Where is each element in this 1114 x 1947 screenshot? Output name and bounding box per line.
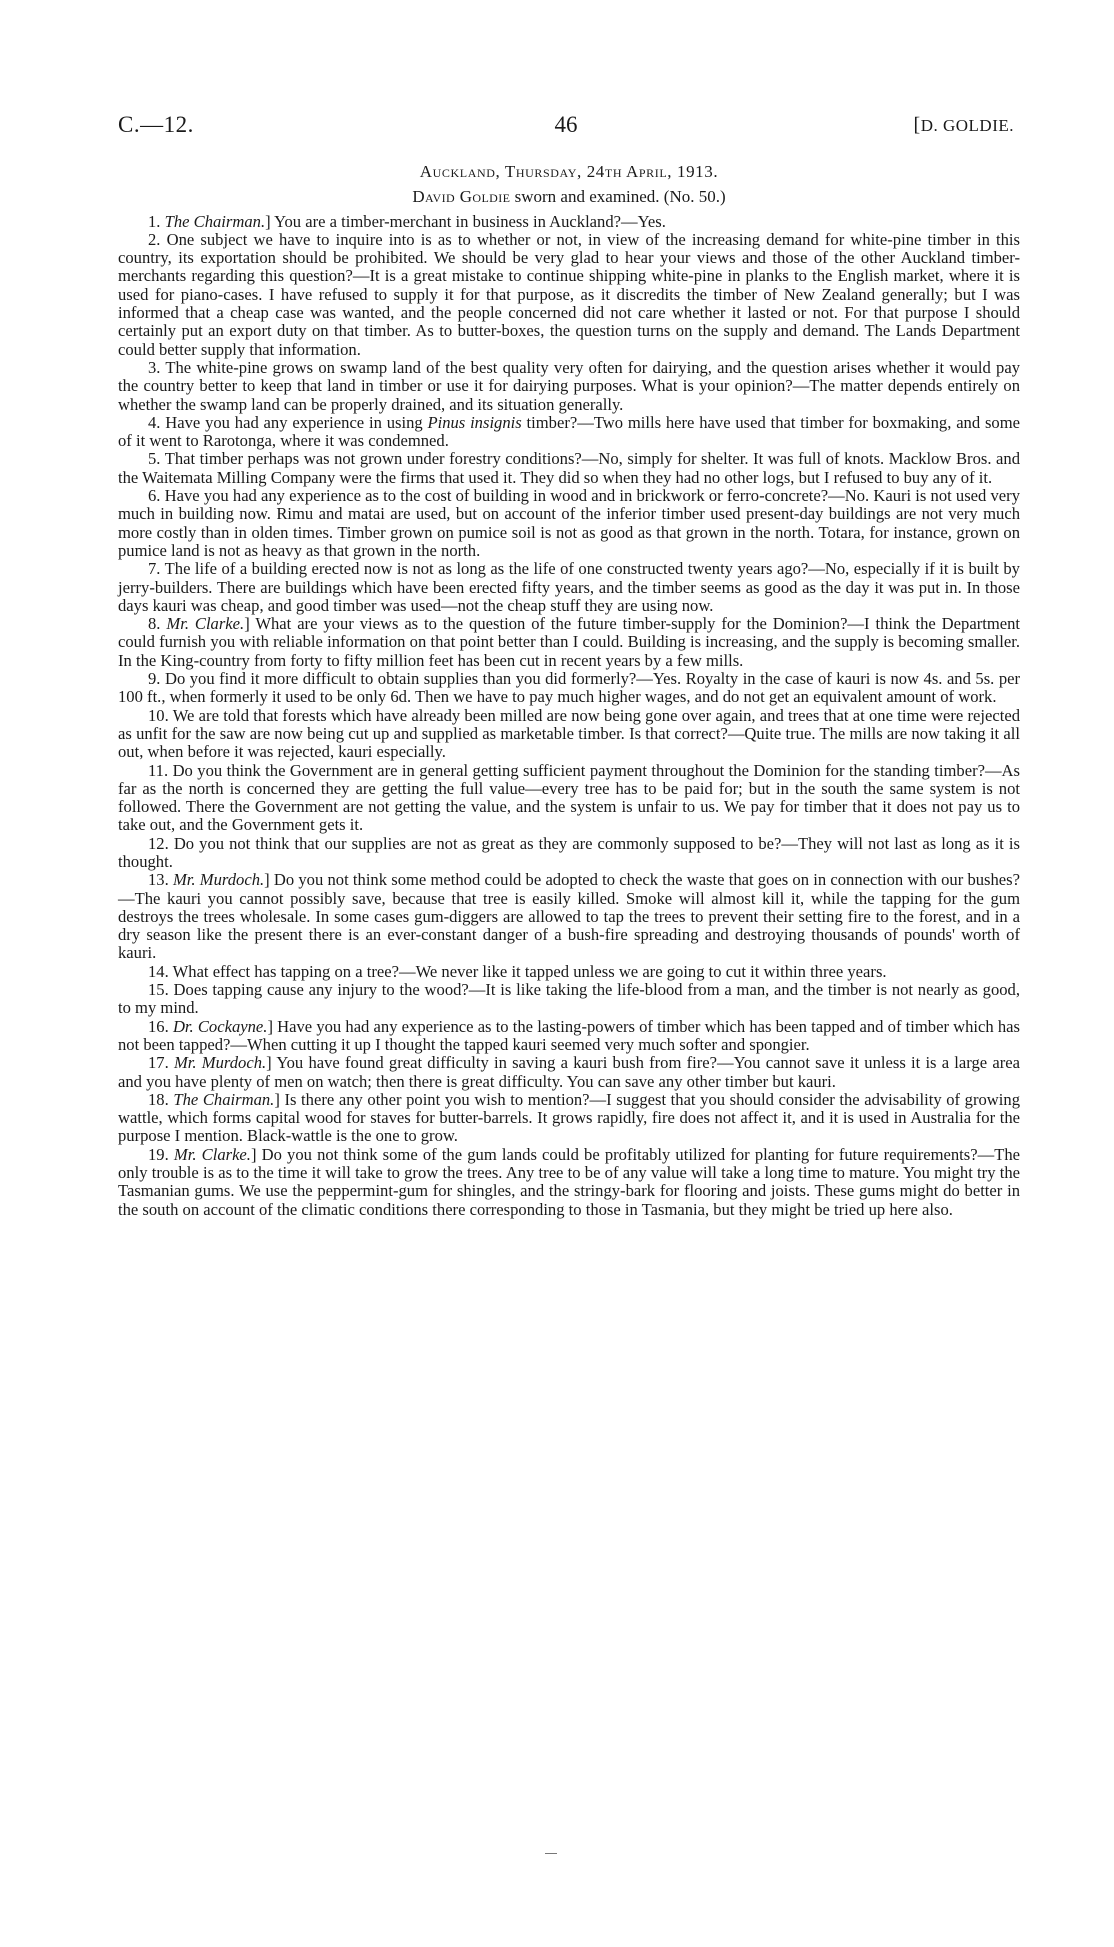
question-number: 13.: [148, 870, 169, 890]
examiner-name: Mr. Murdoch.: [172, 870, 265, 890]
question-number: 4.: [148, 412, 161, 432]
testimony-paragraph: [118, 762, 1020, 835]
species-name: Pinus insignis: [427, 412, 522, 432]
testimony-paragraph: [118, 835, 1020, 872]
question-number: 11.: [148, 760, 169, 780]
page-number: 46: [554, 112, 578, 137]
question-number: 9.: [148, 669, 161, 689]
testimony-paragraph: 13. Mr. Murdoch.] Do you not think some method could be adopted to check the waste that goes on in connection with our bushes?—The kauri you cannot possibly save, because that tree is easily killed. Smoke will almost kill it, while the tapping for the gum destroys the trees wholesale. In some cases gum-diggers are allowed to tap the trees to prevent their setting fire to the forest, and in a dry season like the present there is an ever-constant danger of a bush-fire spreading and destroying thousands of pounds' worth of kauri.: [118, 870, 1020, 963]
testimony-paragraphs: [118, 213, 1020, 1219]
testimony-paragraph: [118, 707, 1020, 762]
testimony-paragraph: [118, 414, 1020, 451]
dateline: Auckland, Thursday, 24th April, 1913.: [419, 162, 719, 181]
testimony-paragraph: [118, 450, 1020, 487]
examiner-name: The Chairman.: [164, 211, 266, 231]
question-number: 5.: [148, 449, 161, 469]
examiner-name: Mr. Murdoch.: [173, 1053, 267, 1073]
sworn-text: sworn and examined. (No. 50.): [510, 187, 726, 207]
testimony-paragraph: 17. Mr. Murdoch.] You have found great difficulty in saving a kauri bush from fire?—You cannot save it unless it is a large area and you have plenty of men on watch; then there is great difficulty. You can save any other timber but kauri.: [118, 1053, 1021, 1091]
testimony-paragraph: 8. Mr. Clarke.] What are your views as to the question of the future timber-supply for the Dominion?—I think the Department could furnish you with reliable information on that point better than I could. Building is increasing, and the supply is becoming smaller. In the King-country from forty to fifty million feet has been cut in recent years by a few mills.: [118, 614, 1021, 670]
testimony-paragraph: [118, 981, 1020, 1018]
witness-name: David Goldie: [412, 187, 511, 207]
testimony-paragraph: 1. The Chairman.] You are a timber-merchant in business in Auckland?—Yes.: [148, 211, 666, 231]
question-answer-text: Do you not think some of the gum lands could be profitably utilized for planting for future requirements?—The only trouble is as to the time it will take to grow the trees. Any tree to be of any value will take a long time to mature. You might try the Tasmanian gums. We use the peppermint-gum for shingles, and the stringy-bark for flooring and joists. These gums might do better in the south on account of the climatic conditions there corresponding to those in Tasmania, but they might be tried up here also.: [118, 1144, 1020, 1219]
examiner-name: Mr. Clarke.: [173, 1144, 251, 1164]
question-answer-text: The white-pine grows on swamp land of the best quality very often for dairying, and the question arises whether it would pay the country better to keep that land in timber or use it for dairying purposes. What is your opinion?—The matter depends entirely on whether the swamp land can be properly drained, and its situation generally.: [118, 357, 1020, 414]
question-answer-text: Do you find it more difficult to obtain supplies than you did formerly?—Yes. Royalty in the case of kauri is now 4s. and 5s. per 100 ft., when formerly it used to be only 6d. Then we have to pay much higher wages, and do not get an equivalent amount of work.: [118, 669, 1021, 707]
question-answer-text: One subject we have to inquire into is as to whether or not, in view of the increasing demand for white-pine timber in this country, its exportation should be prohibited. We should be very glad to hear your views and those of the other Auckland timber-merchants regarding this question?—It is a great mistake to continue shipping white-pine in planks to the English market, where it is used for piano-cases. I have refused to supply it for that purpose, as it discredits the timber of New Zealand generally; but I was informed that a cheap case was wanted, and the people concerned did not care whether it lasted or not. For that purpose I should certainly put an export duty on that timber. As to butter-boxes, the question turns on the supply and demand. The Lands Department could better supply that information.: [118, 229, 1020, 359]
question-number: 6.: [148, 486, 161, 506]
question-number: 16.: [148, 1016, 169, 1036]
question-answer-text: You are a timber-merchant in business in Auckland?—Yes.: [274, 211, 666, 231]
question-number: 8.: [148, 614, 161, 634]
testimony-paragraph: 19. Mr. Clarke.] Do you not think some of the gum lands could be profitably utilized for planting for future requirements?—The only trouble is as to the time it will take to grow the trees. Any tree to be of any value will take a long time to mature. You might try the Tasmanian gums. We use the peppermint-gum for shingles, and the stringy-bark for flooring and joists. These gums might do better in the south on account of the climatic conditions there corresponding to those in Tasmania, but they might be tried up here also.: [118, 1144, 1020, 1219]
question-number: 19.: [148, 1144, 169, 1164]
question-answer-text: Is there any other point you wish to mention?—I suggest that you should consider the advisability of growing wattle, which forms capital wood for staves for butter-barrels. It grows rapidly, fire does not affect it, and it is used in Australia for the purpose I mention. Black-wattle is the one to grow.: [118, 1089, 1020, 1146]
question-number: 1.: [148, 211, 161, 231]
question-number: 2.: [148, 229, 161, 249]
question-number: 15.: [148, 980, 169, 1000]
question-answer-text: That timber perhaps was not grown under forestry conditions?—No, simply for shelter. It was full of knots. Macklow Bros. and the Waitemata Milling Company were the firms that used it. They did so when they had no other logs, but I refused to buy any of it.: [118, 449, 1020, 487]
question-answer-text: Have you had any experience as to the cost of building in wood and in brickwork or ferro-concrete?—No. Kauri is not used very much in building now. Rimu and matai are used, but on account of the inferior timber used present-day buildings are not very much more costly than in olden times. Timber grown on pumice soil is not as good as that grown in the north. Totara, for instance, grown on pumice land is not as heavy as that grown in the north.: [118, 486, 1020, 560]
question-number: 3.: [148, 357, 161, 377]
question-answer-text: What effect has tapping on a tree?—We never like it tapped unless we are going to cut it within three years.: [172, 961, 887, 981]
witness-running-head: [914, 114, 1014, 137]
testimony-paragraph: [118, 963, 1020, 981]
report-reference: C.—12.: [118, 112, 194, 137]
testimony-paragraph: [118, 487, 1020, 560]
examiner-name: Dr. Cockayne.: [172, 1016, 268, 1036]
witness-sworn-line: [118, 188, 1020, 206]
examiner-name: The Chairman.: [173, 1089, 275, 1109]
question-answer-text: Does tapping cause any injury to the wood?—It is like taking the life-blood from a man, and the timber is not nearly as good, to my mind.: [118, 980, 1021, 1018]
testimony-paragraph: [118, 560, 1020, 615]
testimony-paragraph: 16. Dr. Cockayne.] Have you had any experience as to the lasting-powers of timber which has been tapped and of timber which has not been tapped?—When cutting it up I thought the tapped kauri seemed very much softer and spongier.: [118, 1016, 1020, 1054]
question-answer-text: What are your views as to the question of the future timber-supply for the Dominion?—I think the Department could furnish you with reliable information on that point better than I could. Building is increasing, and the supply is becoming smaller. In the King-country from forty to fifty million feet has been cut in recent years by a few mills.: [118, 614, 1021, 670]
testimony-paragraph: [118, 359, 1020, 414]
page-body: [118, 163, 1020, 1219]
witness-running-head-text: D. GOLDIE.: [920, 116, 1014, 135]
bracket-glyph: [: [913, 114, 921, 136]
question-number: 17.: [148, 1053, 169, 1073]
question-answer-text: Have you had any experience as to the lasting-powers of timber which has been tapped and of timber which has not been tapped?—When cutting it up I thought the tapped kauri seemed very much softer and spongier.: [118, 1016, 1020, 1054]
question-number: 18.: [148, 1089, 169, 1109]
question-number: 12.: [148, 833, 169, 853]
question-answer-text: The life of a building erected now is not as long as the life of one constructed twenty years ago?—No, especially if it is built by jerry-builders. There are buildings which have been erected fifty years, and the timber seems as good as the day it was put in. In those days kauri was cheap, and good timber was used—not the cheap stuff they are using now.: [118, 559, 1020, 615]
testimony-paragraph: 18. The Chairman.] Is there any other point you wish to mention?—I suggest that you should consider the advisability of growing wattle, which forms capital wood for staves for butter-barrels. It grows rapidly, fire does not affect it, and it is used in Australia for the purpose I mention. Black-wattle is the one to grow.: [118, 1089, 1020, 1146]
page-header: [118, 112, 1014, 146]
question-number: 14.: [148, 961, 169, 981]
question-number: 7.: [148, 559, 161, 579]
question-answer-text: Do you not think that our supplies are not as great as they are commonly supposed to be?—They will not last as long as it is thought.: [118, 833, 1020, 871]
testimony-paragraph: [118, 670, 1020, 707]
footer-dash: [545, 1853, 557, 1854]
question-answer-text: You have found great difficulty in saving a kauri bush from fire?—You cannot save it unless it is a large area and you have plenty of men on watch; then there is great difficulty. You can save any other timber but kauri.: [118, 1053, 1021, 1091]
question-answer-text: We are told that forests which have already been milled are now being gone over again, and trees that at one time were rejected as unfit for the saw are now being cut up and supplied as marketable timber. Is that correct?—Quite true. The mills are now taking it all out, when before it was rejected, kauri especially.: [118, 705, 1020, 762]
question-text-lead: Have you had any experience in using: [165, 412, 428, 432]
question-answer-text: Do you not think some method could be adopted to check the waste that goes on in connection with our bushes?—The kauri you cannot possibly save, because that tree is easily killed. Smoke will almost kill it, while the tapping for the gum destroys the trees wholesale. In some cases gum-diggers are allowed to tap the trees to prevent their setting fire to the forest, and in a dry season like the present there is an ever-constant danger of a bush-fire spreading and destroying thousands of pounds' worth of kauri.: [118, 870, 1020, 963]
question-answer-text: timber?—Two mills here have used that timber for boxmaking, and some of it went to Rarotonga, where it was condemned.: [118, 412, 1020, 451]
examiner-name: Mr. Clarke.: [166, 614, 245, 634]
testimony-paragraph: [118, 231, 1020, 359]
question-answer-text: Do you think the Government are in general getting sufficient payment throughout the Dominion for the standing timber?—As far as the north is concerned they are getting the full value—every tree has to be paid for; but in the south the same system is not followed. There the Government are not getting the value, and the system is unfair to us. We pay for timber that it does not pay us to take out, and the Government gets it.: [118, 760, 1020, 835]
question-number: 10.: [148, 705, 169, 725]
